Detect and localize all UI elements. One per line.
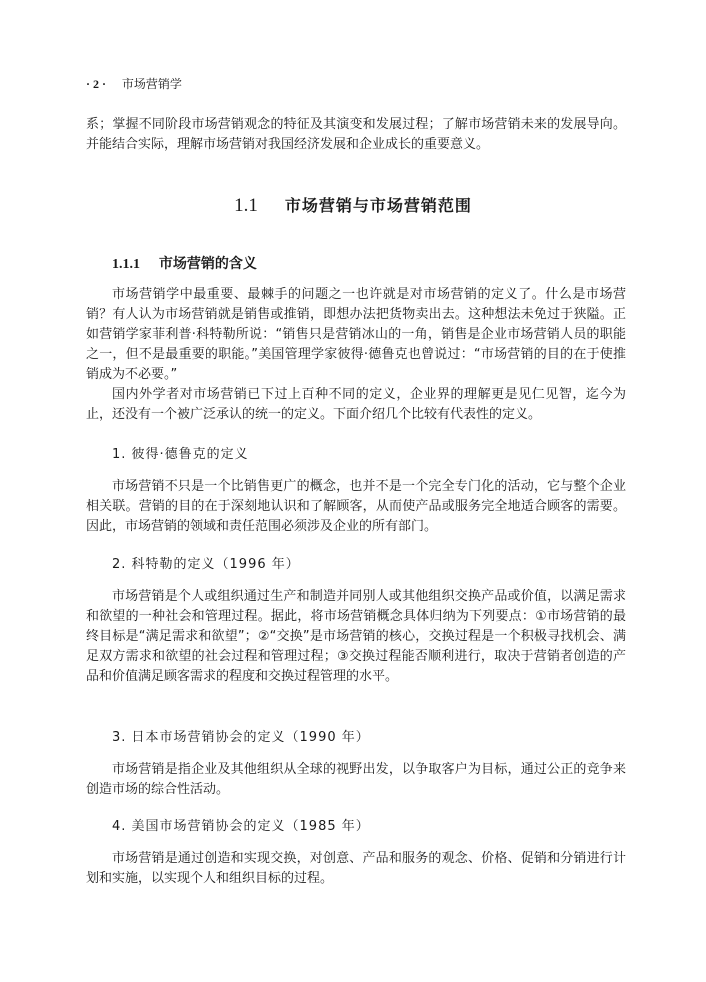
book-title: 市场营销学	[121, 77, 182, 91]
definition-text-block	[86, 587, 626, 687]
paragraph: 市场营销是个人或组织通过生产和制造并同别人或其他组织交换产品或价值，以满足需求和欲望的一种社会和管理过程。据此，将市场营销概念具体归纳为下列要点：①市场营销的最终目标是“满足需求和欲望”；②“交换”是市场营销的核心，交换过程是一个积极寻找机会、满足双方需求和欲望的社会过程和管理过程；③交换过程能否顺利进行，取决于营销者创造的产品和价值满足顾客需求的程度和交换过程管理的水平。	[86, 589, 626, 684]
definition-text-block	[86, 849, 626, 889]
page-number: · 2 ·	[86, 77, 107, 91]
definition-heading-ama: 4. 美国市场营销协会的定义（1985 年）	[112, 819, 370, 834]
section-title-text: 市场营销与市场营销范围	[284, 196, 472, 215]
definition-heading-drucker: 1. 彼得·德鲁克的定义	[112, 447, 249, 462]
paragraph: 市场营销是通过创造和实现交换，对创意、产品和服务的观念、价格、促销和分销进行计划和实施，以实现个人和组织目标的过程。	[86, 851, 626, 886]
running-header	[86, 75, 182, 92]
subsection-number: 1.1.1	[112, 257, 140, 272]
definition-text-block	[86, 477, 626, 537]
subsection-intro-block	[86, 285, 626, 425]
definition-heading-japan-ma: 3. 日本市场营销协会的定义（1990 年）	[112, 730, 370, 745]
definition-heading-kotler: 2. 科特勒的定义（1996 年）	[112, 557, 300, 572]
paragraph: 市场营销不只是一个比销售更广的概念，也并不是一个完全专门化的活动，它与整个企业相关联。营销的目的在于深刻地认识和了解顾客，从而使产品或服务完全地适合顾客的需要。因此，市场营销的领域和责任范围必须涉及企业的所有部门。	[86, 479, 626, 534]
subsection-title-text: 市场营销的含义	[158, 256, 257, 272]
definition-text-block	[86, 760, 626, 800]
subsection-title	[112, 253, 257, 273]
paragraph: 市场营销是指企业及其他组织从全球的视野出发，以争取客户为目标，通过公正的竞争来创造市场的综合性活动。	[86, 762, 626, 797]
intro-paragraph-block	[86, 115, 626, 155]
section-number: 1.1	[234, 195, 258, 216]
intro-paragraph: 系；掌握不同阶段市场营销观念的特征及其演变和发展过程；了解市场营销未来的发展导向。并能结合实际，理解市场营销对我国经济发展和企业成长的重要意义。	[86, 117, 626, 152]
paragraph: 国内外学者对市场营销已下过上百种不同的定义，企业界的理解更是见仁见智，迄今为止，还没有一个被广泛承认的统一的定义。下面介绍几个比较有代表性的定义。	[86, 387, 626, 422]
section-title	[0, 193, 706, 217]
paragraph: 市场营销学中最重要、最棘手的问题之一也许就是对市场营销的定义了。什么是市场营销？有人认为市场营销就是销售或推销，即想办法把货物卖出去。这种想法未免过于狭隘。正如营销学家菲利普·科特勒所说：“销售只是营销冰山的一角，销售是企业市场营销人员的职能之一，但不是最重要的职能。”美国管理学家彼得·德鲁克也曾说过：“市场营销的目的在于使推销成为不必要。”	[86, 287, 626, 382]
